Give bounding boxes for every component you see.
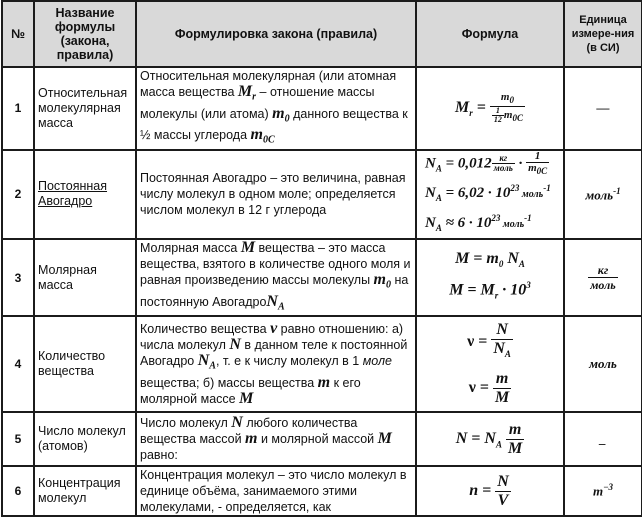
header-num: № — [2, 1, 34, 67]
header-name: Название формулы (закона, правила) — [34, 1, 136, 67]
header-formula: Формула — [416, 1, 564, 67]
row-statement: Число молекул N любого количества вещества массой m и молярной массой M равно: — [136, 412, 416, 466]
row-formula: $N_A = 0,012$ $\frac{кг}{\text{моль}}$ · $\frac{1}{m_{0C}}$ $N_A = 6,02 \cdot 10^{23}$ моль$^{-1}$ $N_A \approx 6 \cdot 10^{23}$ моль$^{-1}$ — [416, 150, 564, 240]
row-unit: _ — [564, 412, 642, 466]
row-number: 4 — [2, 316, 34, 412]
row-formula: $M_r$ = $m_0$ $\frac{1}{12}$ $m_{0C}$ — [416, 67, 564, 150]
header-unit: Единица измере-ния (в СИ) — [564, 1, 642, 67]
fraction: $m_0$ $\frac{1}{12}$ $m_{0C}$ — [490, 92, 525, 124]
row-number: 2 — [2, 150, 34, 240]
row-unit: моль — [564, 316, 642, 412]
table-row — [2, 316, 642, 412]
row-number: 6 — [2, 466, 34, 516]
row-number: 1 — [2, 67, 34, 150]
row-statement: Относительная молекулярная (или атомная масса вещества $M_r$ – отношение массы молекулы (или атома) $m_0$ данного вещества к ½ массы углерода $m_{0C}$ — [136, 67, 416, 150]
table-row — [2, 412, 642, 466]
row-number: 3 — [2, 239, 34, 316]
row-unit: — — [564, 67, 642, 150]
row-name: Относительная молекулярная масса — [34, 67, 136, 150]
row-name: Число молекул (атомов) — [34, 412, 136, 466]
row-name: Постоянная Авогадро — [34, 150, 136, 240]
table-row — [2, 150, 642, 240]
row-formula: $N = N_A$ $\frac{m}{M}$ — [416, 412, 564, 466]
row-name: Количество вещества — [34, 316, 136, 412]
row-formula: n = $\frac{N}{V}$ — [416, 466, 564, 516]
row-formula: ν = $\frac{N}{N_A}$ ν = $\frac{m}{M}$ — [416, 316, 564, 412]
row-name: Концентрация молекул — [34, 466, 136, 516]
table-row — [2, 239, 642, 316]
row-unit: моль$^{-1}$ — [564, 150, 642, 240]
table-row — [2, 67, 642, 150]
row-name: Молярная масса — [34, 239, 136, 316]
header-row — [2, 1, 642, 67]
row-statement: Постоянная Авогадро – это величина, равная числу молекул в одном моле; определяется числом молекул в 12 г углерода — [136, 150, 416, 240]
row-unit: $\frac{кг}{\text{моль}}$ — [564, 239, 642, 316]
row-statement: Молярная масса M вещества – это масса вещества, взятого в количестве одного моля и равная произведению массы молекулы $m_0$ на постоянную АвогадроN$_A$ — [136, 239, 416, 316]
header-statement: Формулировка закона (правила) — [136, 1, 416, 67]
row-formula: $M = m_0$ $N_A$ $M = M_r \cdot 10^3$ — [416, 239, 564, 316]
row-statement: Количество вещества ν равно отношению: а) числа молекул N в данном теле к постоянной Авогадро $N_A$, т. е к числу молекул в 1 моле вещества; б) массы вещества m к его молярной массе M — [136, 316, 416, 412]
table-row — [2, 466, 642, 516]
row-unit: $m^{-3}$ — [564, 466, 642, 516]
formula-table — [1, 0, 642, 517]
row-number: 5 — [2, 412, 34, 466]
row-statement: Концентрация молекул – это число молекул в единице объёма, занимаемого этими молекулами, - определяется, как — [136, 466, 416, 516]
